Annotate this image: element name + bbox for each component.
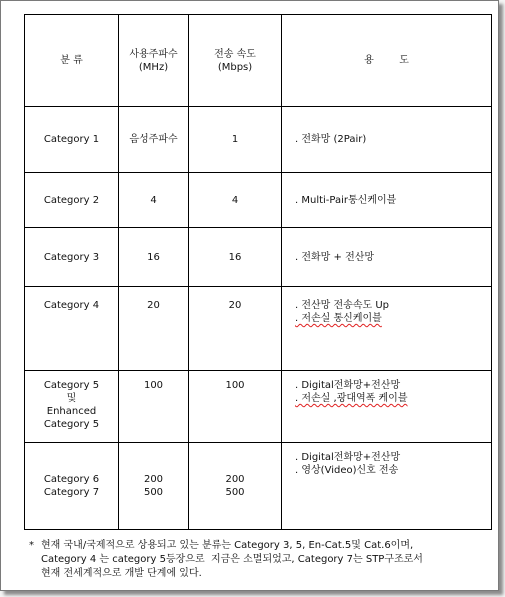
table-row <box>25 107 492 173</box>
frequency-value: 500 <box>143 487 164 498</box>
frequency-value: 100 <box>143 380 164 391</box>
header-category-label: 분 류 <box>60 55 83 66</box>
usage-cell <box>282 287 492 371</box>
usage-text: . 전산망 전송속도 Up <box>295 300 390 311</box>
cable-category-table <box>24 14 492 530</box>
footnote-text: 현재 국내/국제적으로 상용되고 있는 분류는 Category 3, 5, En-Cat.5및 Cat.6이며, <box>41 540 414 551</box>
footnote-line: 현재 전세계적으로 개발 단계에 있다. <box>41 568 202 579</box>
category-cell <box>25 287 119 371</box>
frequency-value: 16 <box>147 251 160 263</box>
speed-value: 500 <box>225 487 245 498</box>
footnote-line: Category 4 는 category 5등장으로 지금은 소멸되었고, Category 7는 STP구조로서 <box>41 554 423 565</box>
usage-text: . 전화망 + 전산망 <box>295 251 375 263</box>
header-usage-label: 용 도 <box>364 55 409 66</box>
frequency-value: 200 <box>143 474 164 485</box>
header-speed-label: 전송 속도 <box>214 48 256 60</box>
speed-value: 1 <box>231 134 239 145</box>
category-label: Category 2 <box>43 194 100 206</box>
category-cell <box>25 173 119 228</box>
speed-cell <box>189 443 282 530</box>
category-label: Category 6 <box>43 474 100 485</box>
speed-cell <box>189 228 282 287</box>
frequency-cell <box>119 371 189 443</box>
table-row <box>25 443 492 530</box>
footnote-marker: * <box>29 540 34 551</box>
category-cell <box>25 371 119 443</box>
speed-value: 16 <box>228 251 242 263</box>
frequency-cell <box>119 228 189 287</box>
category-label: Enhanced <box>46 406 97 417</box>
category-cell <box>25 107 119 173</box>
usage-cell <box>282 228 492 287</box>
speed-cell <box>189 371 282 443</box>
category-cell <box>25 443 119 530</box>
category-label: 및 <box>66 393 77 404</box>
frequency-cell <box>119 107 189 173</box>
usage-cell <box>282 107 492 173</box>
table-row <box>25 287 492 371</box>
frequency-value: 음성주파수 <box>129 134 178 145</box>
table-row <box>25 173 492 228</box>
speed-value: 4 <box>231 194 239 206</box>
usage-text: . 저손실 ,광대역폭 케이블 <box>295 393 408 404</box>
frequency-cell <box>119 173 189 228</box>
frequency-cell <box>119 287 189 371</box>
usage-cell <box>282 173 492 228</box>
table-row <box>25 228 492 287</box>
usage-text: . Multi-Pair통신케이블 <box>295 194 397 206</box>
category-label: Category 5 <box>43 380 100 391</box>
speed-cell <box>189 107 282 173</box>
frequency-value: 4 <box>150 194 157 206</box>
usage-text: . Digital전화망+전산망 <box>295 380 401 391</box>
category-label: Category 7 <box>43 487 100 498</box>
speed-value: 100 <box>225 380 245 391</box>
header-frequency <box>119 15 189 107</box>
usage-text: . Digital전화망+전산망 <box>295 452 401 463</box>
speed-value: 20 <box>228 300 242 311</box>
category-label: Category 3 <box>43 251 100 263</box>
speed-cell <box>189 287 282 371</box>
usage-text: . 영상(Video)신호 전송 <box>295 465 399 476</box>
frequency-value: 20 <box>147 300 160 311</box>
footnote-line <box>29 539 489 553</box>
header-frequency-label: 사용주파수 <box>129 48 178 60</box>
header-usage <box>282 15 492 107</box>
frequency-cell <box>119 443 189 530</box>
speed-value: 200 <box>225 474 245 485</box>
speed-cell <box>189 173 282 228</box>
category-label: Category 5 <box>43 419 100 430</box>
header-frequency-unit: (MHz) <box>138 61 169 73</box>
header-category <box>25 15 119 107</box>
table-header-row <box>25 15 492 107</box>
table-row <box>25 371 492 443</box>
usage-text: . 저손실 통신케이블 <box>295 313 382 324</box>
category-label: Category 1 <box>43 134 100 145</box>
usage-cell <box>282 371 492 443</box>
usage-cell <box>282 443 492 530</box>
footnote <box>29 539 489 581</box>
usage-text: . 전화망 (2Pair) <box>295 134 367 145</box>
category-cell <box>25 228 119 287</box>
header-speed-unit: (Mbps) <box>217 61 253 73</box>
category-label: Category 4 <box>43 300 100 311</box>
header-speed <box>189 15 282 107</box>
